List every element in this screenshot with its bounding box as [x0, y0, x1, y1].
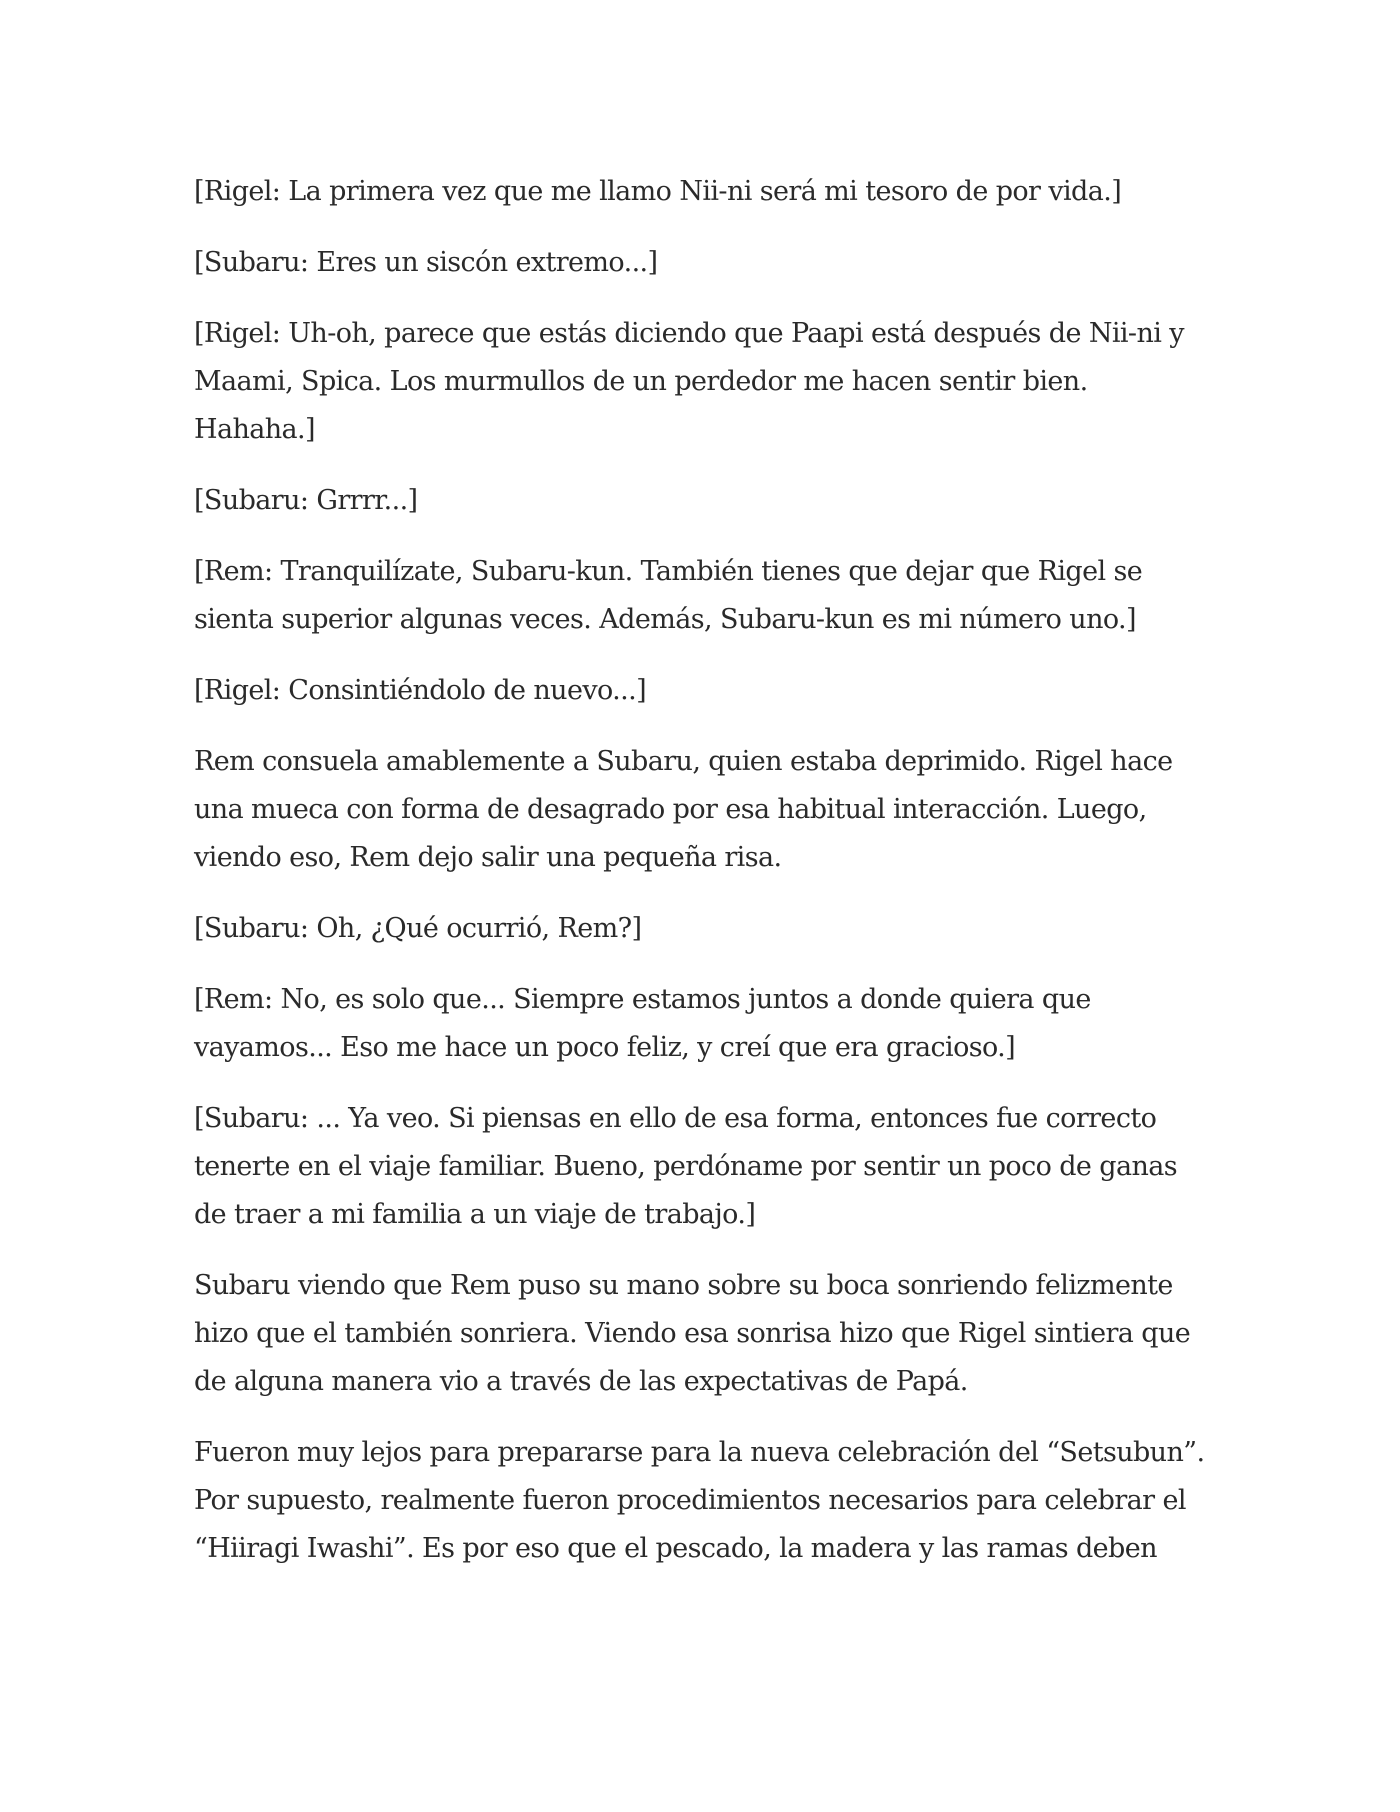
paragraph: [Rem: No, es solo que... Siempre estamos juntos a donde quiera que vayamos... Eso me hace un poco feliz, y creí que era gracioso.] [194, 984, 1091, 1063]
paragraph: [Rigel: Consintiéndolo de nuevo...] [194, 675, 647, 706]
paragraph: Subaru viendo que Rem puso su mano sobre su boca sonriendo felizmente hizo que el también sonriera. Viendo esa sonrisa hizo que Rigel sintiera que de alguna manera vio a través de las expectativas de Papá. [194, 1270, 1191, 1397]
paragraph: [Subaru: ... Ya veo. Si piensas en ello de esa forma, entonces fue correcto tenerte en el viaje familiar. Bueno, perdóname por sentir un poco de ganas de traer a mi familia a un viaje de trabajo.] [194, 1103, 1178, 1230]
paragraph: Fueron muy lejos para prepararse para la nueva celebración del “Setsubun”. Por supuesto, realmente fueron procedimientos necesarios para celebrar el “Hiiragi Iwashi”. Es por eso que el pescado, la madera y las ramas deben [194, 1437, 1205, 1564]
paragraph: [Subaru: Eres un siscón extremo...] [194, 247, 658, 278]
paragraph: [Rigel: Uh-oh, parece que estás diciendo que Paapi está después de Nii-ni y Maami, Spica. Los murmullos de un perdedor me hacen sentir bien. Hahaha.] [194, 318, 1184, 445]
paragraph: [Subaru: Grrrr...] [194, 485, 418, 516]
paragraph: Rem consuela amablemente a Subaru, quien estaba deprimido. Rigel hace una mueca con forma de desagrado por esa habitual interacción. Luego, viendo eso, Rem dejo salir una pequeña risa. [194, 746, 1173, 873]
paragraph: [Subaru: Oh, ¿Qué ocurrió, Rem?] [194, 913, 642, 944]
document-body [194, 168, 1214, 1596]
paragraph: [Rigel: La primera vez que me llamo Nii-ni será mi tesoro de por vida.] [194, 176, 1122, 207]
paragraph: [Rem: Tranquilízate, Subaru-kun. También tienes que dejar que Rigel se sienta superior algunas veces. Además, Subaru-kun es mi número uno.] [194, 556, 1143, 635]
